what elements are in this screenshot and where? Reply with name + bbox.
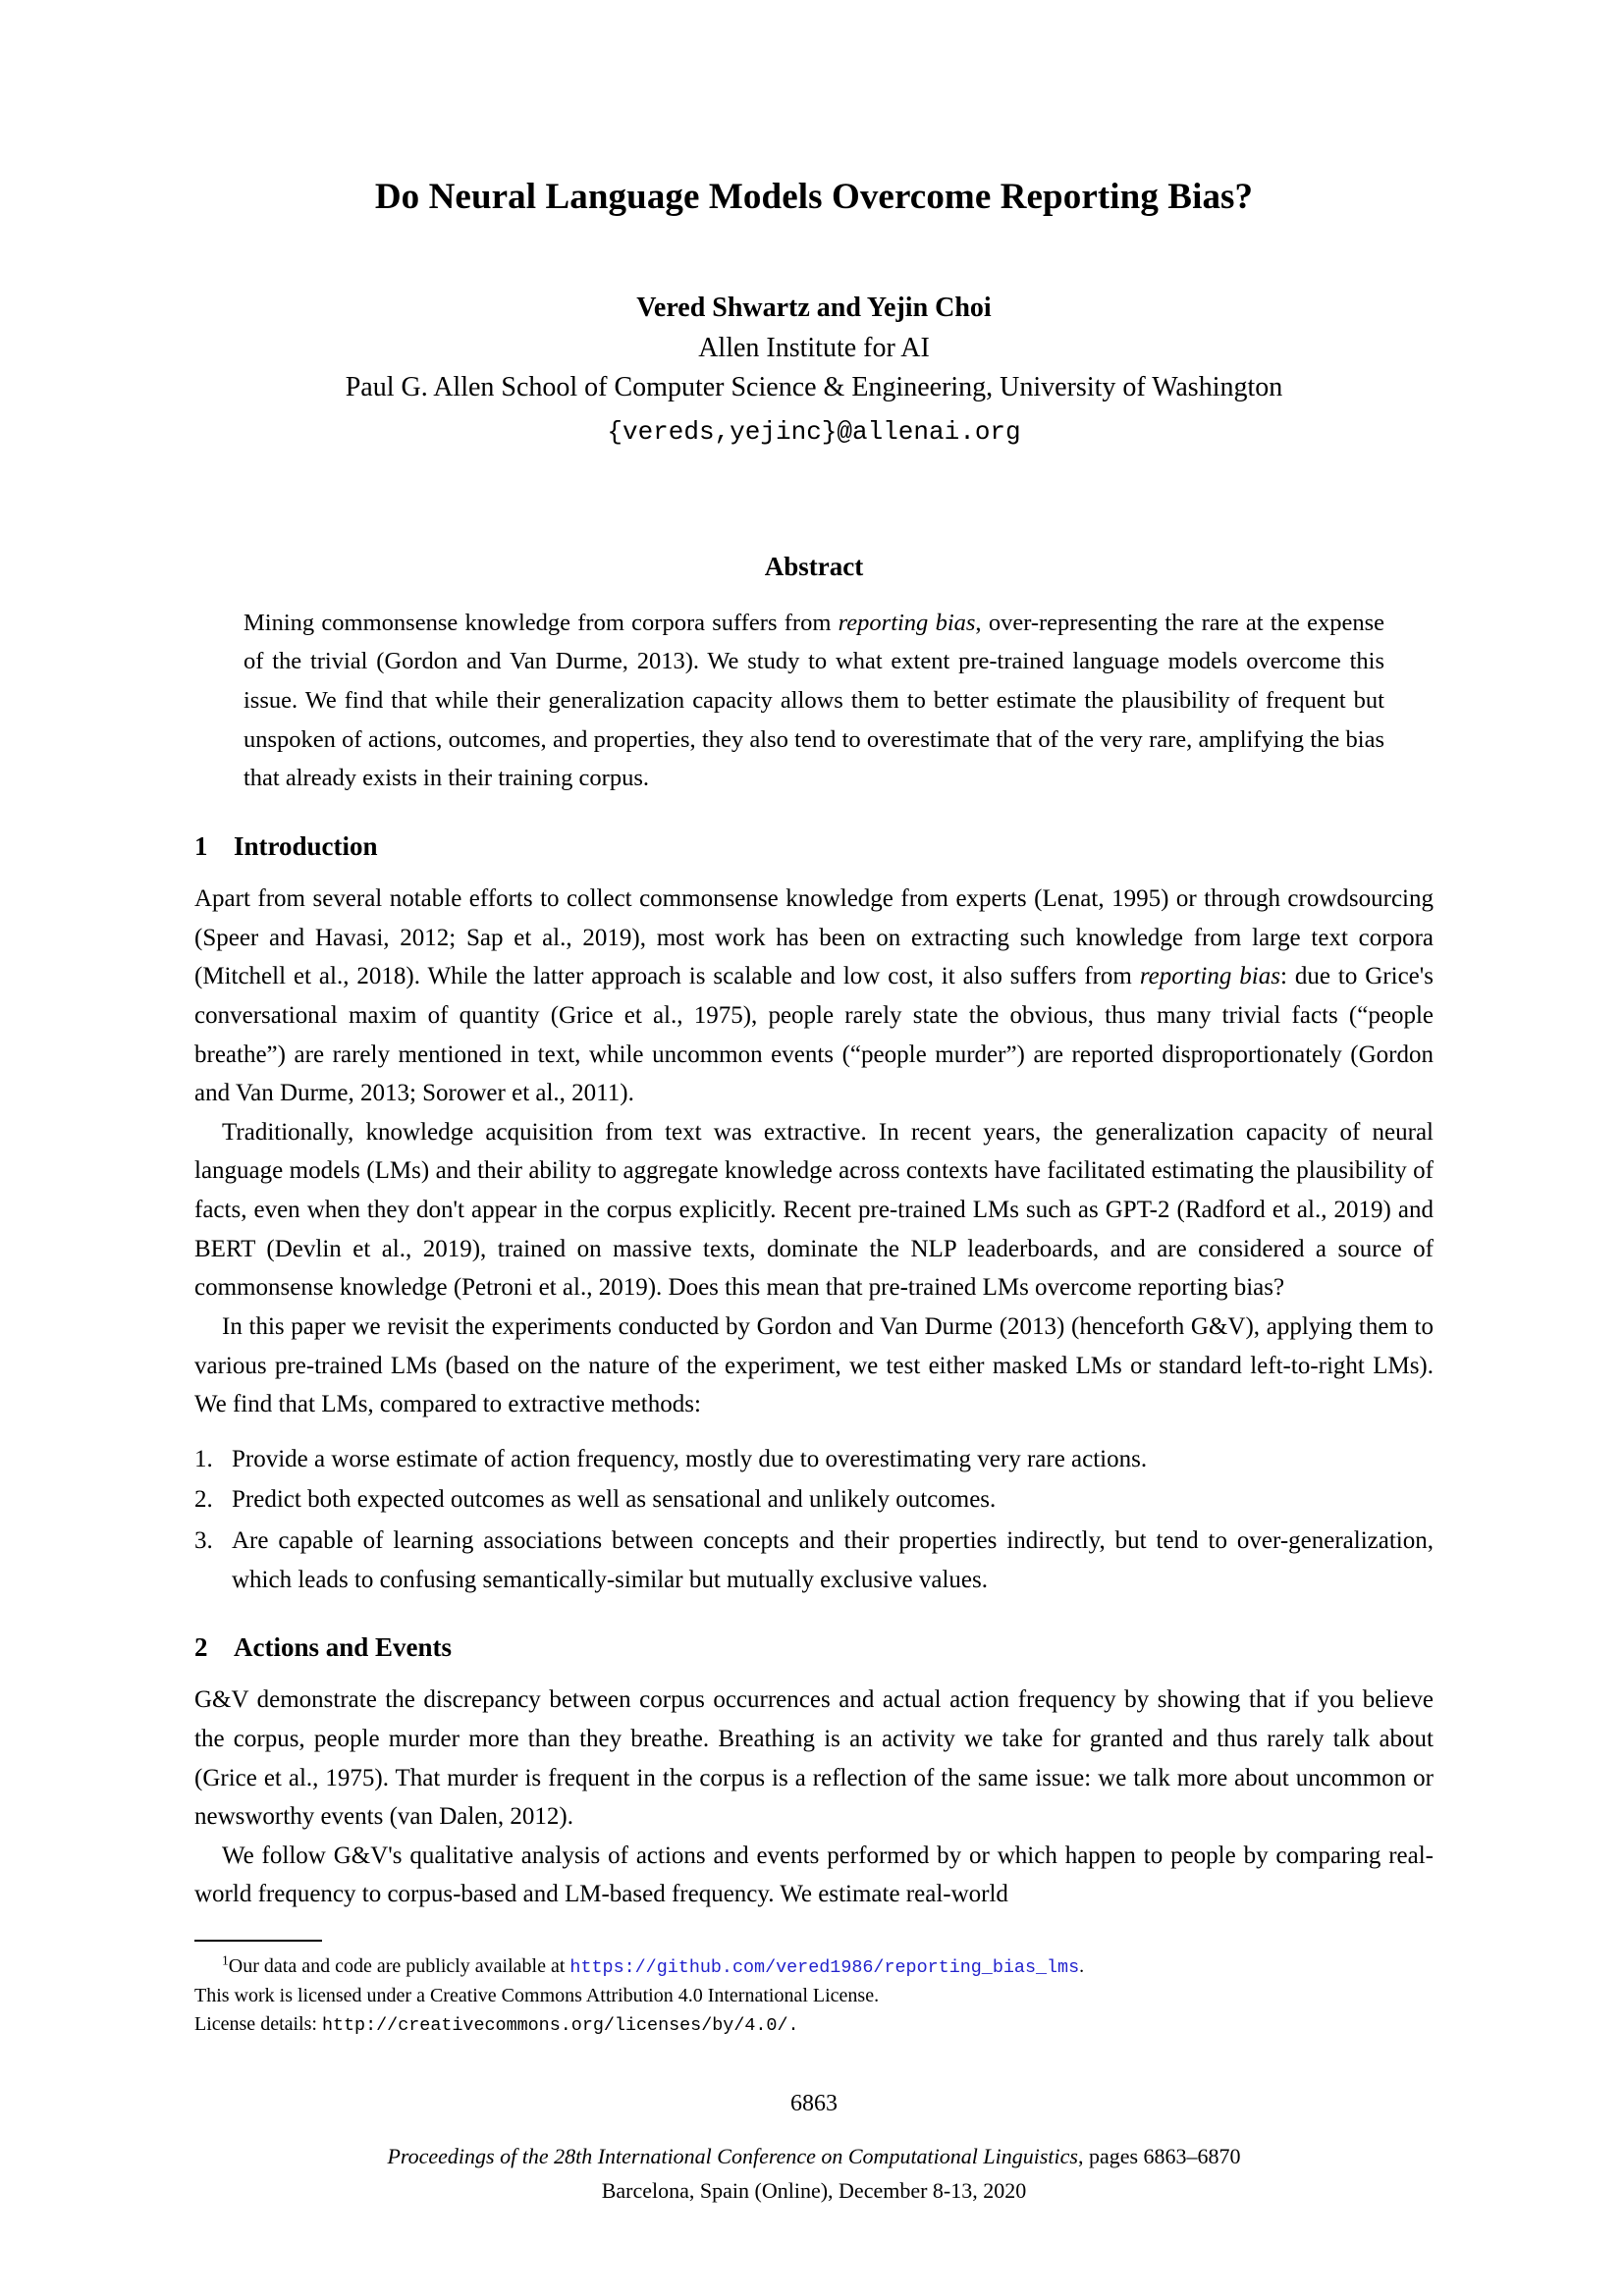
abstract-text-part-2: , over-representing the rare at the expense of the trivial (Gordon and Van Durme, 2013). We study to what extent pre-trained language models overcome this issue. We find that while their generalization capacity allows them to better estimate the plausibility of frequent but unspoken of actions, outcomes, and properties, they also tend to overestimate that of the very rare, amplifying the bias that already exists in their training corpus.	[244, 609, 1384, 792]
abstract-body	[244, 604, 1384, 798]
abstract-emphasis: reporting bias	[838, 609, 976, 636]
intro-paragraph-3: In this paper we revisit the experiments conducted by Gordon and Van Durme (2013) (henceforth G&V), applying them to various pre-trained LMs (based on the nature of the experiment, we test either masked LMs or standard left-to-right LMs). We find that LMs, compared to extractive methods:	[194, 1312, 1434, 1418]
section-heading-introduction	[194, 831, 1434, 862]
affiliation-secondary: Paul G. Allen School of Computer Science & Engineering, University of Washington	[345, 372, 1283, 403]
affiliation-primary: Allen Institute for AI	[698, 332, 930, 363]
footnote-line-2: This work is licensed under a Creative Commons Attribution 4.0 International License.	[194, 1984, 880, 2006]
footnote-divider	[194, 1940, 322, 1942]
paper-title: Do Neural Language Models Overcome Reporting Bias?	[374, 177, 1254, 217]
list-item-text: Provide a worse estimate of action frequency, mostly due to overestimating very rare actions.	[232, 1445, 1148, 1472]
footnote-text-suffix: .	[1079, 1954, 1085, 1977]
section-title-1: Introduction	[234, 831, 378, 862]
author-email: {vereds,yejinc}@allenai.org	[607, 417, 1021, 448]
list-item	[194, 1440, 1434, 1479]
proceedings-footer	[194, 2139, 1434, 2209]
section-number-2: 2	[194, 1632, 208, 1663]
page-content	[194, 0, 1434, 2209]
section-title-2: Actions and Events	[234, 1632, 453, 1663]
list-item	[194, 1480, 1434, 1520]
abstract-text-part-1: Mining commonsense knowledge from corpora suffers from	[244, 609, 839, 636]
footnote-area	[194, 1940, 1434, 2040]
list-item-number: 3.	[194, 1527, 213, 1555]
list-item-text: Predict both expected outcomes as well as sensational and unlikely outcomes.	[232, 1486, 997, 1514]
list-item-number: 1.	[194, 1445, 213, 1472]
list-item	[194, 1522, 1434, 1599]
proceedings-title: Proceedings of the 28th International Conference on Computational Linguistics	[387, 2143, 1078, 2168]
findings-list	[194, 1440, 1434, 1600]
abstract-heading: Abstract	[764, 551, 864, 581]
footnote-line-1	[194, 1952, 1434, 1982]
page-number: 6863	[790, 2090, 838, 2116]
footnote-marker: 1	[222, 1952, 229, 1967]
author-block	[194, 289, 1434, 453]
license-url[interactable]: http://creativecommons.org/licenses/by/4.0/.	[321, 2014, 799, 2036]
footnote-github-link[interactable]: https://github.com/vered1986/reporting_bias_lms	[569, 1956, 1080, 1978]
intro-p1-emphasis: reporting bias	[1139, 963, 1280, 990]
proceedings-pages: , pages 6863–6870	[1077, 2143, 1241, 2168]
footnote-line-3	[194, 2010, 1434, 2040]
license-details-label: License details:	[194, 2012, 322, 2035]
intro-paragraph-1	[194, 880, 1434, 1113]
venue-line: Barcelona, Spain (Online), December 8-13, 2020	[601, 2178, 1027, 2204]
section-number-1: 1	[194, 831, 208, 862]
actions-paragraph-2: We follow G&V's qualitative analysis of actions and events performed by or which happen to people by comparing real-world frequency to corpus-based and LM-based frequency. We estimate real-world	[194, 1842, 1434, 1908]
actions-paragraph-1: G&V demonstrate the discrepancy between corpus occurrences and actual action frequency by showing that if you believe the corpus, people murder more than they breathe. Breathing is an activity we take for granted and thus rarely talk about (Grice et al., 1975). That murder is frequent in the corpus is a reflection of the same issue: we talk more about uncommon or newsworthy events (van Dalen, 2012).	[194, 1686, 1434, 1831]
intro-paragraph-2: Traditionally, knowledge acquisition from text was extractive. In recent years, the generalization capacity of neural language models (LMs) and their ability to aggregate knowledge across contexts have facilitated estimating the plausibility of facts, even when they don't appear in the corpus explicitly. Recent pre-trained LMs such as GPT-2 (Radford et al., 2019) and BERT (Devlin et al., 2019), trained on massive texts, dominate the NLP leaderboards, and are considered a source of commonsense knowledge (Petroni et al., 2019). Does this mean that pre-trained LMs overcome reporting bias?	[194, 1118, 1434, 1302]
list-item-text: Are capable of learning associations between concepts and their properties indirectly, but tend to over-generalization, which leads to confusing semantically-similar but mutually exclusive values.	[232, 1527, 1434, 1593]
intro-p1-part-1: Apart from several notable efforts to collect commonsense knowledge from experts (Lenat, 1995) or through crowdsourcing (Speer and Havasi, 2012; Sap et al., 2019), most work has been on extracting such knowledge from large text corpora (Mitchell et al., 2018). While the latter approach is scalable and low cost, it also suffers from	[194, 885, 1434, 990]
footnote-text-prefix: Our data and code are publicly available at	[228, 1954, 570, 1977]
intro-p1-part-2: : due to Grice's conversational maxim of quantity (Grice et al., 1975), people rarely state the obvious, thus many trivial facts (“people breathe”) are rarely mentioned in text, while uncommon events (“people murder”) are reported disproportionately (Gordon and Van Durme, 2013; Sorower et al., 2011).	[194, 963, 1435, 1107]
list-item-number: 2.	[194, 1486, 213, 1514]
section-heading-actions-and-events	[194, 1632, 1434, 1663]
abstract-section	[194, 552, 1434, 798]
proceedings-line	[194, 2139, 1434, 2174]
author-names: Vered Shwartz and Yejin Choi	[636, 293, 992, 324]
